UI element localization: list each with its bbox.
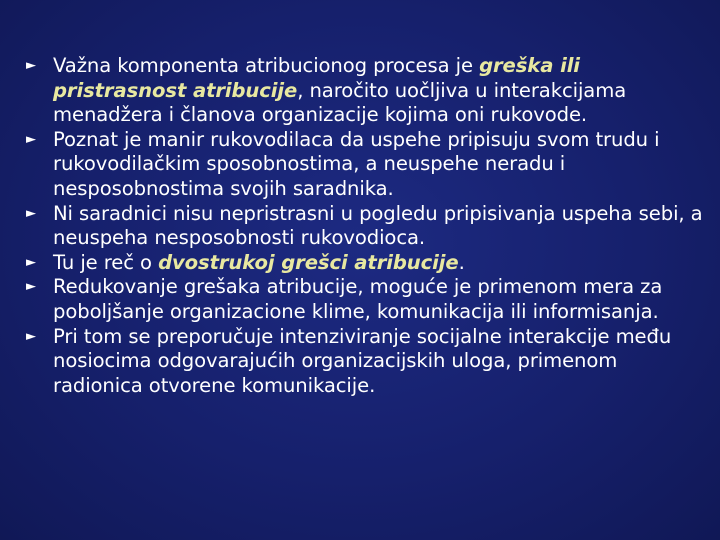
bullet-text: Redukovanje grešaka atribucije, moguće je primenom mera za poboljšanje organizacione klime, komunikacija ili informisanja. xyxy=(53,275,663,323)
triangle-right-icon: ► xyxy=(26,279,36,295)
bullet-item-5 xyxy=(26,275,706,324)
bullet-text: Važna komponenta atribucionog procesa je xyxy=(53,54,480,77)
bullet-text-tail: . xyxy=(458,250,465,274)
bullet-text-tail: , naročito uočljiva u interakcijama menadžera i članova organizacije kojima oni rukovode. xyxy=(53,78,627,127)
bullet-text: Ni saradnici nisu nepristrasni u pogledu pripisivanja uspeha sebi, a neuspeha nesposobnosti rukovodioca. xyxy=(53,201,703,250)
bullet-item-6 xyxy=(26,325,706,399)
bullet-text: Tu je reč o xyxy=(53,250,159,274)
triangle-right-icon: ► xyxy=(26,131,36,147)
triangle-right-icon: ► xyxy=(26,205,36,221)
bullet-text: Pri tom se preporučuje intenziviranje socijalne interakcije među nosiocima odgovarajućih organizacijskih uloga, primenom radionica otvorene komunikacije. xyxy=(53,324,672,397)
triangle-right-icon: ► xyxy=(26,254,36,270)
bullet-list xyxy=(26,54,706,398)
bullet-emphasis: dvostrukoj grešci atribucije xyxy=(158,250,459,274)
bullet-item-3 xyxy=(26,202,706,251)
bullet-item-1 xyxy=(26,54,706,128)
triangle-right-icon: ► xyxy=(26,328,36,344)
bullet-emphasis: greška ili pristrasnost atribucije xyxy=(53,54,580,102)
bullet-text: Poznat je manir rukovodilaca da uspehe pripisuju svom trudu i rukovodilačkim sposobnostima, a neuspehe neradu i nesposobnostima svojih saradnika. xyxy=(53,127,660,200)
triangle-right-icon: ► xyxy=(26,58,36,73)
bullet-item-2 xyxy=(26,128,706,202)
bullet-item-4 xyxy=(26,251,706,276)
